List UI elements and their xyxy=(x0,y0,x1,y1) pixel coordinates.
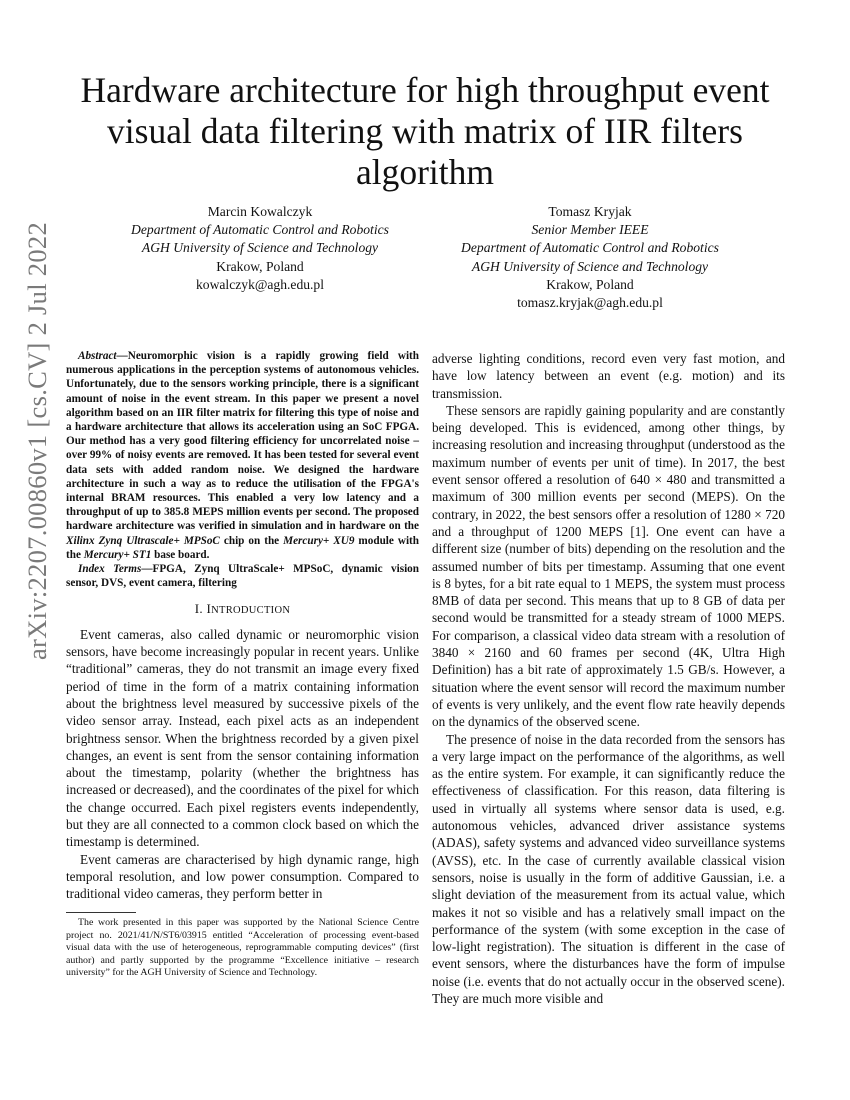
author-city: Krakow, Poland xyxy=(216,258,304,274)
paper-title: Hardware architecture for high throughput event visual data filtering with matrix of IIR filters algorithm xyxy=(80,70,770,192)
paragraph: adverse lighting conditions, record even very fast motion, and have low latency between an event (e.g. motion) and its transmission. xyxy=(432,351,785,401)
author-email: tomasz.kryjak@agh.edu.pl xyxy=(517,295,663,311)
author-city: Krakow, Poland xyxy=(546,276,634,292)
abstract-lead: Abstract xyxy=(78,350,117,362)
author-name: Tomasz Kryjak xyxy=(548,204,632,219)
section-title: NTRODUCTION xyxy=(211,605,291,617)
footnote: The work presented in this paper was supported by the National Science Centre project no. 2021/41/N/ST6/03915 entitled “Acceleration of processing event-based visual data with the use of heterogeneous, reprogrammable computing devices” (first author) and partly supported by the programme “Excellence initiative – research university” for the AGH University of Science and Technology. xyxy=(66,917,419,979)
index-terms-lead: Index Terms xyxy=(78,563,142,576)
section-numeral: I. I xyxy=(194,601,212,617)
right-column xyxy=(432,350,785,1007)
author-email: kowalczyk@agh.edu.pl xyxy=(195,276,325,292)
abstract xyxy=(66,349,419,562)
author-role: Senior Member IEEE xyxy=(531,222,649,238)
author-block-1 xyxy=(110,203,410,294)
author-name: Marcin Kowalczyk xyxy=(207,204,313,219)
author-department: Department of Automatic Control and Robotics xyxy=(131,222,389,238)
author-university: AGH University of Science and Technology xyxy=(141,240,379,256)
abstract-text: chip on the xyxy=(219,534,284,547)
author-department: Department of Automatic Control and Robotics xyxy=(461,240,719,256)
arxiv-identifier: arXiv:2207.00860v1 [cs.CV] 2 Jul 2022 xyxy=(22,221,52,660)
author-block-2 xyxy=(430,203,750,312)
section-heading-introduction xyxy=(66,600,419,619)
abstract-board: Mercury+ ST1 xyxy=(83,548,152,561)
left-column xyxy=(66,349,419,903)
index-terms-text: —FPGA, Zynq UltraScale+ MPSoC, dynamic vision sensor, DVS, event camera, filtering xyxy=(66,563,419,590)
abstract-chip: Xilinx Zynq Ultrascale+ MPSoC xyxy=(66,534,220,547)
paragraph: Event cameras are characterised by high dynamic range, high temporal resolution, and low power consumption. Compared to traditional video cameras, they perform better in xyxy=(66,851,419,902)
abstract-module: Mercury+ XU9 xyxy=(283,534,355,547)
paragraph: Event cameras, also called dynamic or neuromorphic vision sensors, have become increasingly popular in recent years. Unlike “traditional” cameras, they do not transmit an image every fixed period of time in the form of a matrix containing information about the brightness level measured by successive pixels of the video sensor array. Instead, each pixel acts as an independent brightness sensor. When the brightness recorded by a given pixel changes, an event is sent from the sensor containing information about the timestamp, polarity (whether the brightness has increased or decreased), and the coordinates of the pixel for which the change occurred. Each pixel registers events independently, but they are all connected to a common clock based on which the timestamp is determined. xyxy=(66,626,419,850)
paragraph: These sensors are rapidly gaining popularity and are constantly being developed. This is evidenced, among other things, by increasing resolution and increasing throughput (understood as the maximum number of events per unit of time). In 2017, the best event sensor offered a resolution of 640 × 480 and transmitted a maximum of 300 million events per second (MEPS). On the contrary, in 2022, the best sensors offer a resolution of 1280 × 720 and a throughput of 1200 MEPS [1]. One event can have a different size (number of bits) depending on the resolution and the assumed number of bits per timestamp. Assuming that one event is 8 bytes, for a bit rate equal to 1 MEPS, the system must process 8MB of data per second. This means that up to 8 GB of data per second would be transmitted for a steady stream of 1000 MEPS. For comparison, a classical video data stream with a resolution of 3840 × 2160 and 60 frames per second (4K, Ultra High Definition) has a bit rate of approximately 1.5 GB/s. However, a situation where the event sensor will record the maximum number of events is very unlikely, and the event flow rate heavily depends on the dynamics of the observed scene. xyxy=(432,402,785,730)
author-university: AGH University of Science and Technology xyxy=(471,258,709,274)
abstract-text: —Neuromorphic vision is a rapidly growing field with numerous applications in the perception systems of autonomous vehicles. Unfortunately, due to the sensors working principle, there is a significant amount of noise in the event stream. In this paper we present a novel algorithm based on an IIR filter matrix for filtering this type of noise and a hardware architecture that allows its acceleration using an SoC FPGA. Our method has a very good filtering efficiency for uncorrelated noise – over 99% of noisy events are removed. It has been tested for several event data sets with added random noise. We designed the hardware architecture in such a way as to reduce the utilisation of the FPGA's internal BRAM resources. This enabled a very low latency and a throughput of up to 385.8 MEPS million events per second. The proposed hardware architecture was verified in simulation and in hardware on the xyxy=(66,350,419,533)
footnote-rule xyxy=(66,912,136,913)
paragraph: The presence of noise in the data recorded from the sensors has a very large impact on the performance of the algorithms, as well as the entire system. For example, it can significantly reduce the effectiveness of classification. For this reason, data filtering is used in virtually all systems where sensor data is used, e.g. autonomous vehicles, advanced driver assistance systems (ADAS), safety systems and advanced video surveillance systems (AVSS), etc. In the case of currently available classical vision sensors, noise is usually in the form of additive Gaussian, i.e. a slight deviation of the measurement from its actual value, which makes it not so visible and has a relatively small impact on the performance of the system (with some exception in the case of low-light registration). The situation is different in the case of event sensors, where the disturbances have the form of impulse noise (i.e. events that do not actually occur in the observed scene). They are much more visible and xyxy=(432,731,785,1006)
abstract-text: base board. xyxy=(151,548,210,561)
abstract-text: module with the xyxy=(66,534,420,561)
index-terms xyxy=(66,562,419,590)
